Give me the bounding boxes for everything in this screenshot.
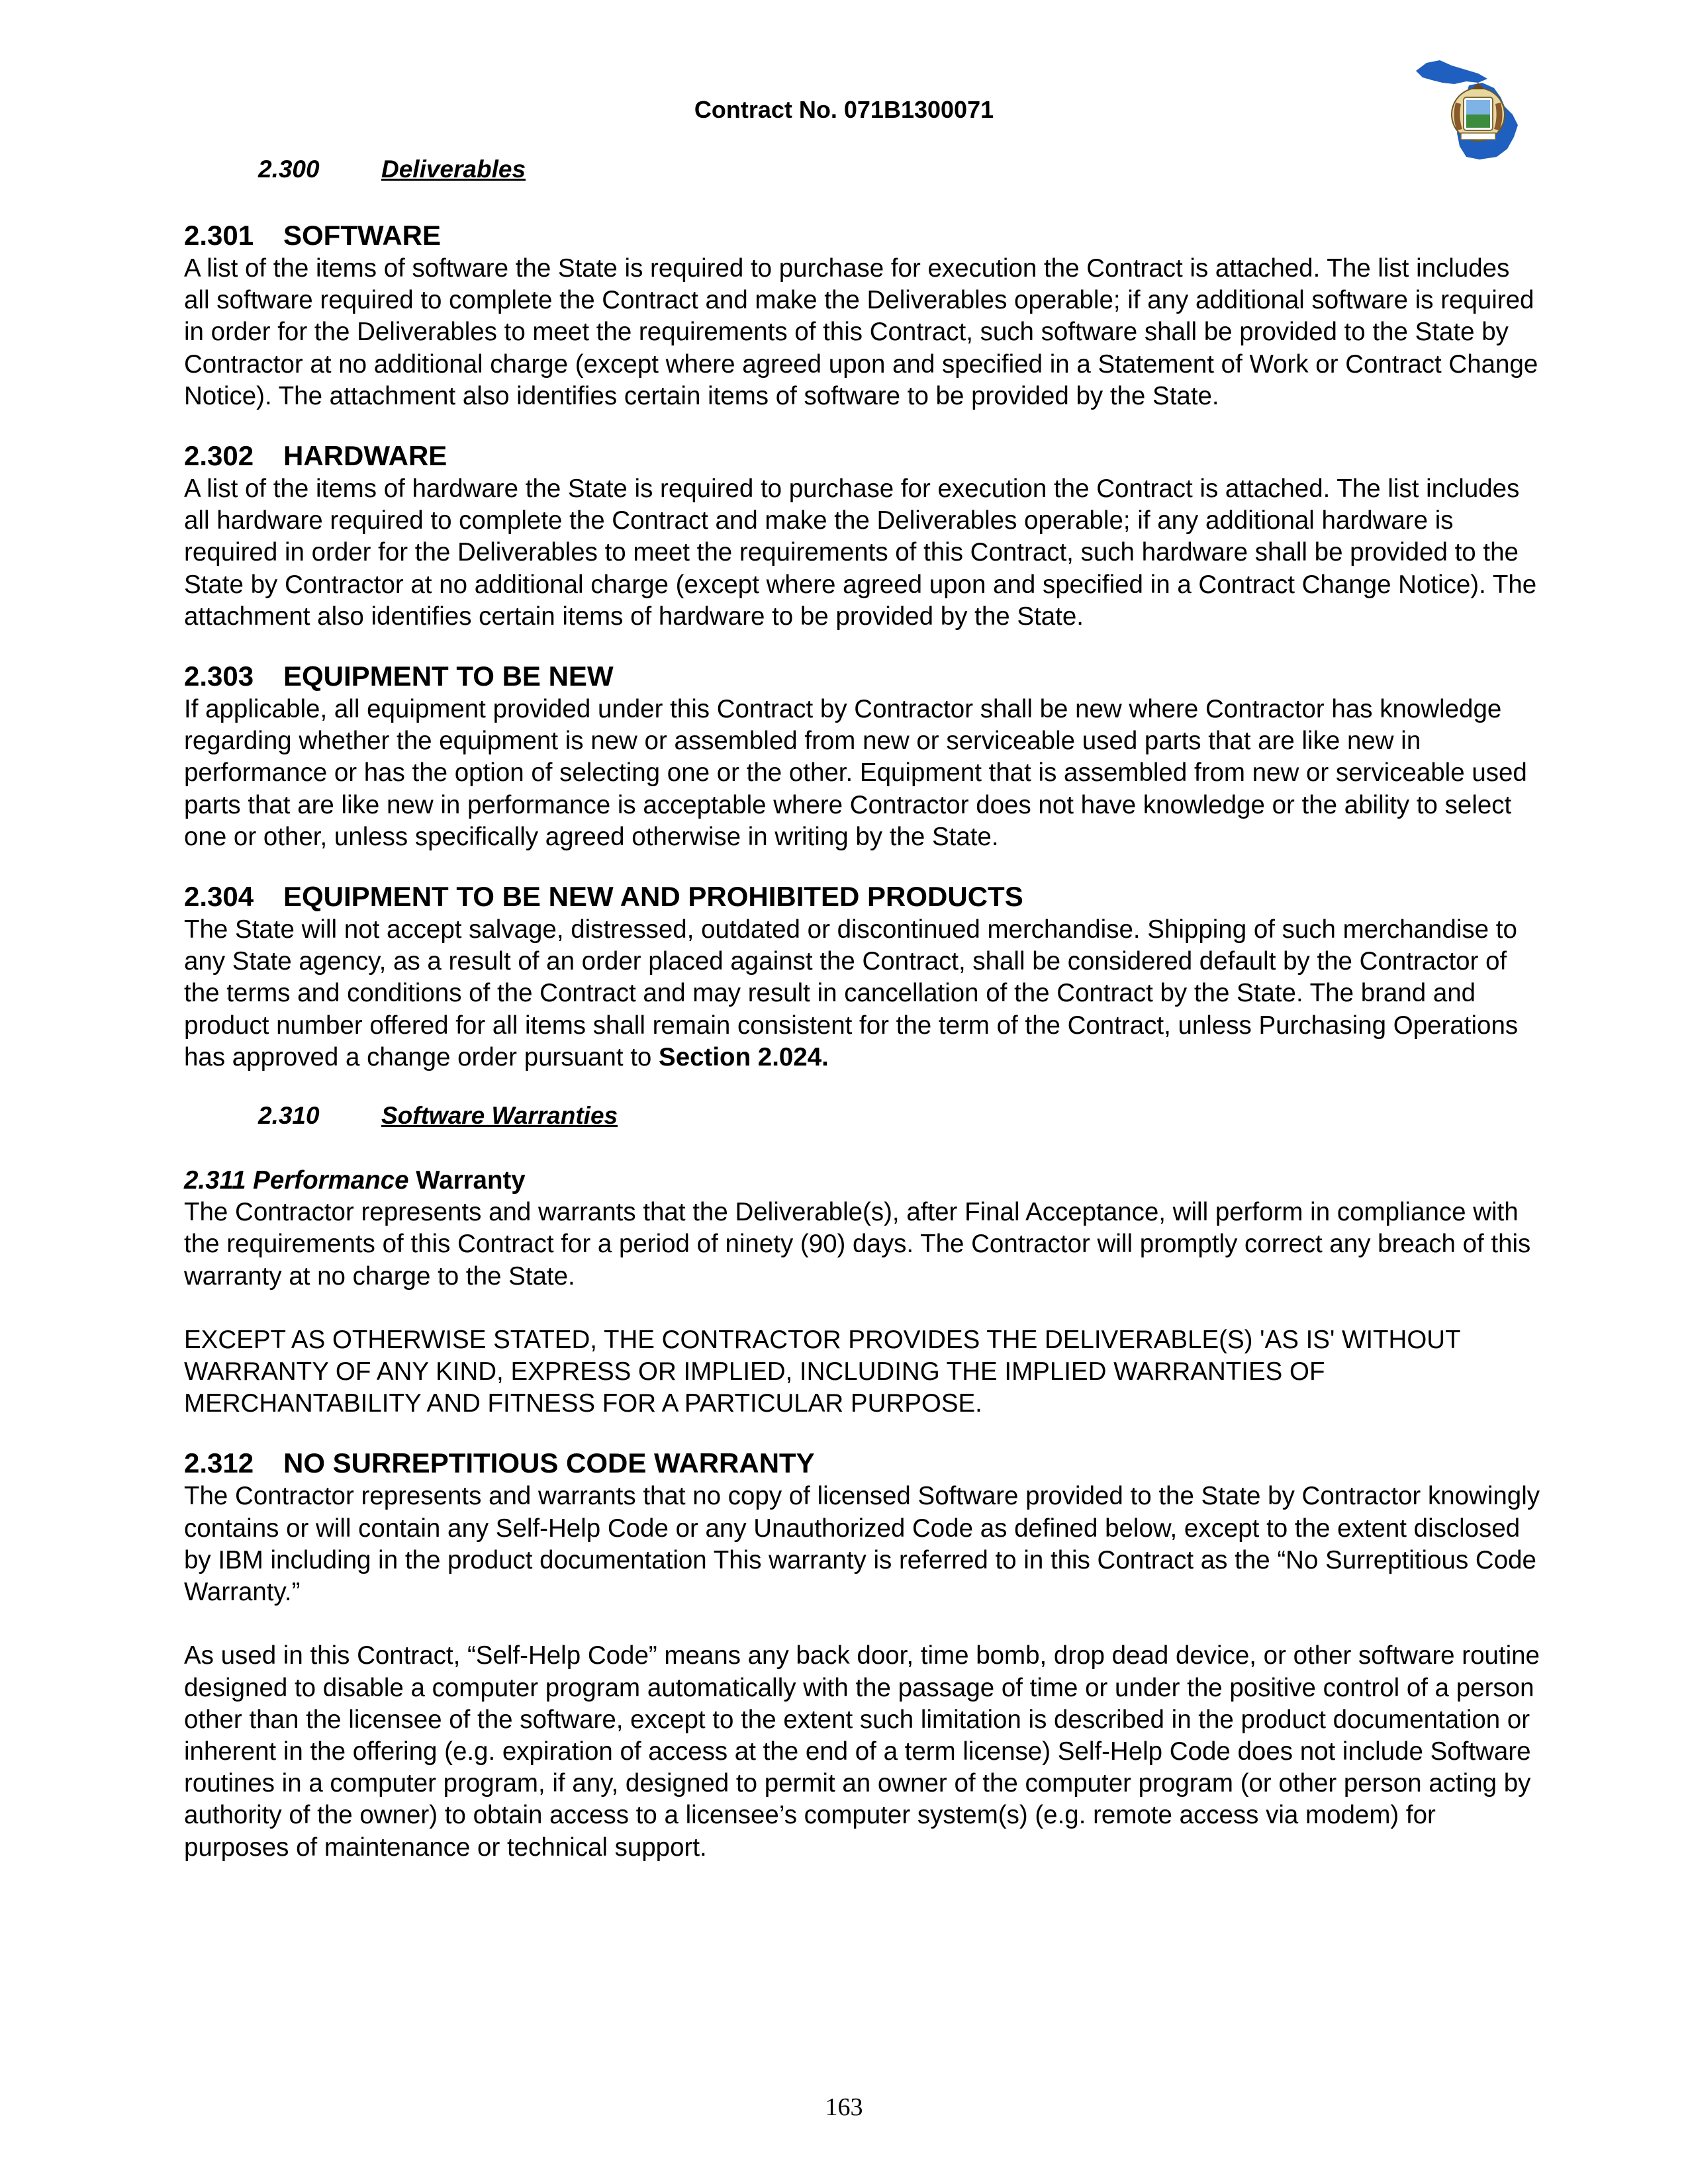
section-reference: Section 2.024. [659,1042,829,1071]
subsection-heading-2-300: 2.300 Deliverables [258,156,526,183]
section-2-303 [184,659,1541,853]
section-body: The Contractor represents and warrants that no copy of licensed Software provided to the State by Contractor knowingly contains or will contain any Self-Help Code or any Unauthorized Code as defined below, except to the extent disclosed by IBM including in the product documentation This warranty is referred to in this Contract as the “No Surreptitious Code Warranty.” [184,1482,1540,1607]
section-2-301 [184,218,1541,412]
contract-number: Contract No. 071B1300071 [694,96,994,123]
warranty-disclaimer: EXCEPT AS OTHERWISE STATED, THE CONTRACTOR PROVIDES THE DELIVERABLE(S) 'AS IS' WITHOUT WARRANTY OF ANY KIND, EXPRESS OR IMPLIED, INCLUDING THE IMPLIED WARRANTIES OF MERCHANTABILITY AND FITNESS FOR A PARTICULAR PURPOSE. [184,1325,1460,1418]
section-2-312 [184,1446,1541,1863]
michigan-state-seal-icon [1413,56,1526,162]
section-2-311 [184,1165,1541,1420]
section-title: 2.304 EQUIPMENT TO BE NEW AND PROHIBITED PRODUCTS [184,881,1023,913]
section-body: The State will not accept salvage, distressed, outdated or discontinued merchandise. Shipping of such merchandise to any State agency, as a result of an order placed against the Contract, shall be considered default by the Contractor of the terms and conditions of the Contract and may result in cancellation of the Contract by the State. The brand and product number offered for all items shall remain consistent for the term of the Contract, unless Purchasing Operations has approved a change order pursuant to Section 2.024. [184,915,1519,1071]
section-body: A list of the items of software the State is required to purchase for execution the Contract is attached. The list includes all software required to complete the Contract and make the Deliverables operable; if any additional software is required in order for the Deliverables to meet the requirements of this Contract, such software shall be provided to the State by Contractor at no additional charge (except where agreed upon and specified in a Statement of Work or Contract Change Notice). The attachment also identifies certain items of software to be provided by the State. [184,254,1538,410]
page-number: 163 [825,2093,863,2121]
self-help-code-definition: As used in this Contract, “Self-Help Code” means any back door, time bomb, drop dead device, or other software routine designed to disable a computer program automatically with the passage of time or under the positive control of a person other than the licensee of the software, except to the extent such limitation is described in the product documentation or inherent in the offering (e.g. expiration of access at the end of a term license) Self-Help Code does not include Software routines in a computer program, if any, designed to permit an owner of the computer program (or other person acting by authority of the owner) to obtain access to a licensee’s computer system(s) (e.g. remote access via modem) for purposes of maintenance or technical support. [184,1641,1540,1862]
document-body [184,154,1541,1890]
section-2-304 [184,880,1541,1073]
section-title: 2.311 Performance Warranty [184,1166,526,1195]
subsection-heading-2-310: 2.310 Software Warranties [258,1102,618,1130]
section-body: The Contractor represents and warrants that the Deliverable(s), after Final Acceptance, will perform in compliance with the requirements of this Contract for a period of ninety (90) days. The Contractor will promptly correct any breach of this warranty at no charge to the State. [184,1198,1531,1291]
section-body: If applicable, all equipment provided under this Contract by Contractor shall be new where Contractor has knowledge regarding whether the equipment is new or assembled from new or serviceable used parts that are like new in performance or has the option of selecting one or the other. Equipment that is assembled from new or serviceable used parts that are like new in performance is acceptable where Contractor does not have knowledge or the ability to select one or other, unless specifically agreed otherwise in writing by the State. [184,695,1527,851]
section-body: A list of the items of hardware the State is required to purchase for execution the Contract is attached. The list includes all hardware required to complete the Contract and make the Deliverables operable; if any additional hardware is required in order for the Deliverables to meet the requirements of this Contract, such hardware shall be provided to the State by Contractor at no additional charge (except where agreed upon and specified in a Contract Change Notice). The attachment also identifies certain items of hardware to be provided by the State. [184,475,1537,631]
section-title: 2.312 NO SURREPTITIOUS CODE WARRANTY [184,1447,815,1479]
section-title: 2.302 HARDWARE [184,440,447,472]
section-2-302 [184,439,1541,633]
section-title: 2.303 EQUIPMENT TO BE NEW [184,660,614,692]
section-title: 2.301 SOFTWARE [184,220,441,251]
